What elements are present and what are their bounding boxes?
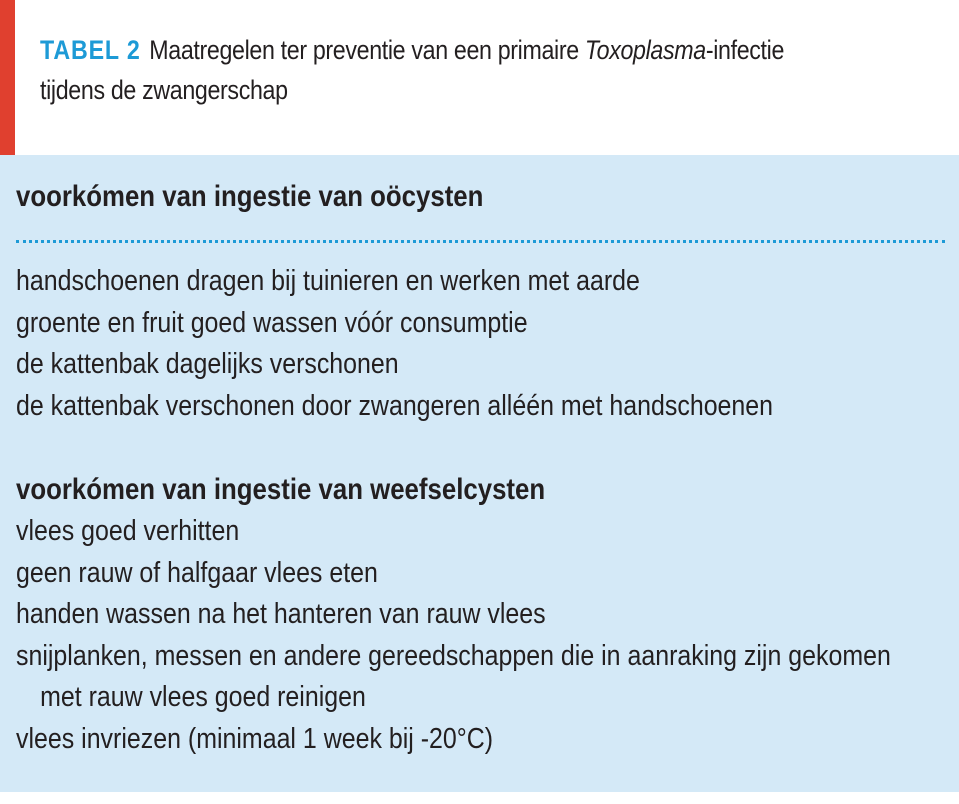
list-item: de kattenbak verschonen door zwangeren alléén met handschoenen [16,389,774,422]
list-item: handen wassen na het hanteren van rauw vlees [16,598,546,630]
section-heading-oocysten: voorkómen van ingestie van oöcysten [16,180,484,213]
caption-text-part1: Maatregelen ter preventie van een primaire [149,35,585,65]
table-caption [40,30,818,110]
caption-text-part2: -infectie [705,35,785,65]
list-item: handschoenen dragen bij tuinieren en werken met aarde [16,265,640,297]
accent-bar [0,0,15,155]
list-item: vlees goed verhitten [16,515,240,547]
section-heading-weefselcysten: voorkómen van ingestie van weefselcysten [16,473,546,506]
table-label: TABEL 2 [40,35,141,65]
caption-text-italic: Toxoplasma [584,35,706,65]
list-item: geen rauw of halfgaar vlees eten [16,556,378,589]
caption-text-line2: tijdens de zwangerschap [40,75,288,105]
list-item: snijplanken, messen en andere gereedschappen die in aanraking zijn gekomen [16,639,891,672]
list-item: vlees invriezen (minimaal 1 week bij -20°C) [16,722,494,755]
list-item: groente en fruit goed wassen vóór consumptie [16,306,528,339]
list-item: de kattenbak dagelijks verschonen [16,348,399,380]
dotted-divider [16,240,945,243]
list-oocysten [16,261,896,427]
list-weefselcysten [16,511,959,760]
list-item-continuation: met rauw vlees goed reinigen [40,681,366,713]
